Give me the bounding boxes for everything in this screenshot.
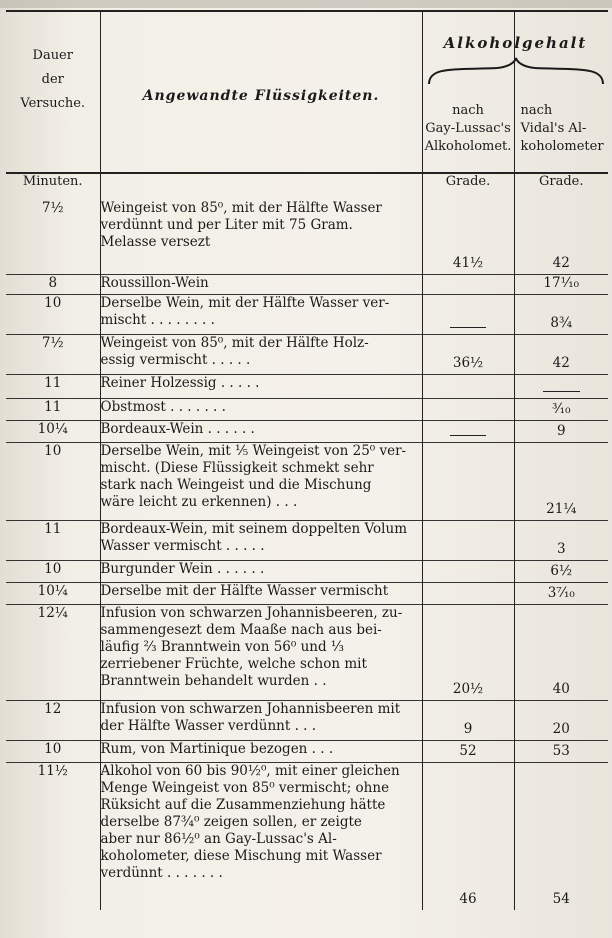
vidal-cell (514, 740, 608, 762)
description-line: Derselbe Wein, mit der Hälfte Wasser ver- (100, 294, 390, 311)
vidal-cell (514, 582, 608, 604)
vidal-cell (514, 334, 608, 374)
value-text: 52 (459, 742, 477, 759)
value-text: ³⁄₁₀ (552, 400, 571, 417)
vidal-cell (514, 604, 608, 700)
duration-cell: 11 (6, 520, 100, 560)
description-line: Derselbe mit der Hälfte Wasser vermischt (100, 582, 389, 599)
duration-cell: 7½ (6, 334, 100, 374)
gay-lussac-cell (422, 442, 514, 520)
description-line: läufig ⅔ Branntwein von 56⁰ und ⅓ (100, 638, 344, 655)
vidal-cell (514, 420, 608, 442)
header-alkoholgehalt: Alkoholgehalt (443, 34, 588, 52)
gay-lussac-cell (422, 520, 514, 560)
description-line: sammengesezt dem Maaße nach aus bei- (100, 621, 382, 638)
header-dauer-line: Versuche. (20, 96, 86, 111)
table-row (6, 604, 608, 700)
description-line: derselbe 87¾⁰ zeigen sollen, er zeigte (100, 813, 362, 830)
description-line: Rüksicht auf die Zusammenziehung hätte (100, 796, 386, 813)
table-row (6, 420, 608, 442)
liquid-description-cell (100, 740, 422, 762)
value-text: 21¼ (546, 500, 577, 517)
gay-lussac-cell (422, 420, 514, 442)
duration-cell: 12¼ (6, 604, 100, 700)
description-line: Wasser vermischt . . . . . (100, 537, 265, 554)
table-row (6, 294, 608, 334)
description-line: Weingeist von 85⁰, mit der Hälfte Holz- (100, 334, 369, 351)
table-row (6, 700, 608, 740)
vidal-cell (514, 442, 608, 520)
description-line: verdünnt . . . . . . . (100, 864, 223, 881)
description-line: Infusion von schwarzen Johannisbeeren mit (100, 700, 401, 717)
gay-lussac-cell (422, 398, 514, 420)
value-text: 41½ (452, 254, 484, 271)
unit-empty (100, 173, 422, 200)
gay-lussac-cell (422, 700, 514, 740)
dash-mark (450, 435, 486, 436)
gay-lussac-cell (422, 274, 514, 294)
duration-cell: 10 (6, 740, 100, 762)
description-line: Bordeaux-Wein, mit seinem doppelten Volum (100, 520, 407, 537)
value-text: 8¾ (550, 314, 573, 331)
vidal-cell (514, 200, 608, 274)
duration-cell: 10¼ (6, 420, 100, 442)
value-text: 9 (556, 422, 566, 439)
table-row (6, 762, 608, 910)
table-row (6, 582, 608, 604)
header-vidal (514, 11, 608, 173)
gay-lussac-cell (422, 200, 514, 274)
gay-lussac-cell (422, 582, 514, 604)
liquid-description-cell (100, 520, 422, 560)
vidal-cell (514, 274, 608, 294)
alcohol-content-table (6, 10, 608, 910)
table-body (6, 200, 608, 910)
liquid-description-cell (100, 442, 422, 520)
description-line: essig vermischt . . . . . (100, 351, 251, 368)
duration-cell: 10¼ (6, 582, 100, 604)
value-text: 17¹⁄₁₀ (543, 274, 580, 291)
header-dauer-line: der (41, 72, 64, 87)
description-line: Bordeaux-Wein . . . . . . (100, 420, 255, 437)
liquid-description-cell (100, 294, 422, 334)
header-dauer-line: Dauer (32, 48, 73, 63)
description-line: Alkohol von 60 bis 90½⁰, mit einer gleichen (100, 762, 400, 779)
table-row (6, 740, 608, 762)
table-row (6, 374, 608, 398)
vidal-cell (514, 700, 608, 740)
vidal-cell (514, 560, 608, 582)
description-line: stark nach Weingeist und die Mischung (100, 476, 372, 493)
gay-lussac-cell (422, 762, 514, 910)
description-line: wäre leicht zu erkennen) . . . (100, 493, 298, 510)
description-line: Menge Weingeist von 85⁰ vermischt; ohne (100, 779, 390, 796)
dash-mark (450, 327, 486, 328)
value-text: 46 (459, 891, 477, 907)
value-text: 42 (552, 354, 570, 371)
description-line: Branntwein behandelt wurden . . (100, 672, 327, 689)
liquid-description-cell (100, 398, 422, 420)
gay-lussac-cell (422, 740, 514, 762)
duration-cell: 10 (6, 294, 100, 334)
unit-minuten: Minuten. (22, 174, 83, 189)
description-line: Reiner Holzessig . . . . . (100, 374, 260, 391)
header-vidal-line: Vidal's Al- (520, 121, 587, 136)
table-row (6, 398, 608, 420)
gay-lussac-cell (422, 560, 514, 582)
duration-cell: 11 (6, 374, 100, 398)
description-line: Burgunder Wein . . . . . . (100, 560, 265, 577)
table-row (6, 274, 608, 294)
unit-grade-gay: Grade. (422, 173, 514, 200)
header-fluessigkeiten-label: Angewandte Flüssigkeiten. (142, 88, 380, 104)
value-text: 20½ (452, 680, 484, 697)
description-line: koholometer, diese Mischung mit Wasser (100, 847, 382, 864)
value-text: 6½ (550, 562, 573, 579)
gay-lussac-cell (422, 294, 514, 334)
table-row (6, 334, 608, 374)
liquid-description-cell (100, 374, 422, 398)
header-gay-lussac-line: Alkoholomet. (424, 139, 512, 154)
value-text: 54 (552, 891, 570, 907)
duration-cell: 7½ (41, 200, 64, 216)
units-row (6, 173, 608, 200)
value-text: 3⁷⁄₁₀ (547, 584, 575, 601)
gay-lussac-cell (422, 334, 514, 374)
description-line: Roussillon-Wein (100, 274, 209, 291)
description-line: der Hälfte Wasser verdünnt . . . (100, 717, 317, 734)
value-text: 9 (463, 720, 473, 737)
liquid-description-cell (100, 334, 422, 374)
description-line: Weingeist von 85⁰, mit der Hälfte Wasser (100, 200, 382, 216)
previous-text-bleed (0, 0, 612, 8)
gay-lussac-cell (422, 374, 514, 398)
header-vidal-line: koholometer (520, 139, 604, 154)
value-text: 53 (552, 742, 570, 759)
duration-cell: 11½ (6, 762, 100, 910)
description-line: Obstmost . . . . . . . (100, 398, 226, 415)
header-gay-lussac-line: nach (452, 103, 484, 118)
dash-mark (543, 391, 580, 392)
liquid-description-cell (100, 420, 422, 442)
header-vidal-line: nach (520, 103, 553, 118)
duration-cell: 10 (6, 560, 100, 582)
liquid-description-cell (100, 700, 422, 740)
vidal-cell (514, 374, 608, 398)
header-gay-lussac-line: Gay-Lussac's (425, 121, 511, 136)
vidal-cell (514, 294, 608, 334)
gay-lussac-cell (422, 604, 514, 700)
description-line: mischt. (Diese Flüssigkeit schmekt sehr (100, 459, 374, 476)
liquid-description-cell (100, 582, 422, 604)
value-text: 40 (552, 680, 570, 697)
header-dauer (6, 11, 100, 173)
vidal-cell (514, 520, 608, 560)
duration-cell: 12 (6, 700, 100, 740)
duration-cell: 10 (6, 442, 100, 520)
table-row (6, 442, 608, 520)
duration-cell: 11 (6, 398, 100, 420)
liquid-description-cell (100, 274, 422, 294)
description-line: aber nur 86½⁰ an Gay-Lussac's Al- (100, 830, 337, 847)
description-line: mischt . . . . . . . . (100, 311, 215, 328)
vidal-cell (514, 762, 608, 910)
description-line: zerriebener Früchte, welche schon mit (100, 655, 367, 672)
table-row (6, 520, 608, 560)
liquid-description-cell (100, 604, 422, 700)
table-row (6, 560, 608, 582)
value-text: 3 (556, 540, 566, 557)
value-text: 36½ (452, 354, 484, 371)
value-text: 42 (552, 254, 570, 271)
liquid-description-cell (100, 762, 422, 910)
liquid-description-cell (100, 200, 422, 274)
table-row (6, 200, 608, 274)
duration-cell: 8 (6, 274, 100, 294)
description-line: Derselbe Wein, mit ⅕ Weingeist von 25⁰ ver- (100, 442, 407, 459)
unit-grade-vidal: Grade. (514, 173, 608, 200)
description-line: Melasse versezt (100, 234, 211, 250)
description-line: Infusion von schwarzen Johannisbeeren, zu- (100, 604, 403, 621)
description-line: verdünnt und per Liter mit 75 Gram. (100, 217, 353, 233)
liquid-description-cell (100, 560, 422, 582)
value-text: 20 (552, 720, 570, 737)
header-fluessigkeiten (100, 11, 422, 173)
vidal-cell (514, 398, 608, 420)
description-line: Rum, von Martinique bezogen . . . (100, 740, 334, 757)
